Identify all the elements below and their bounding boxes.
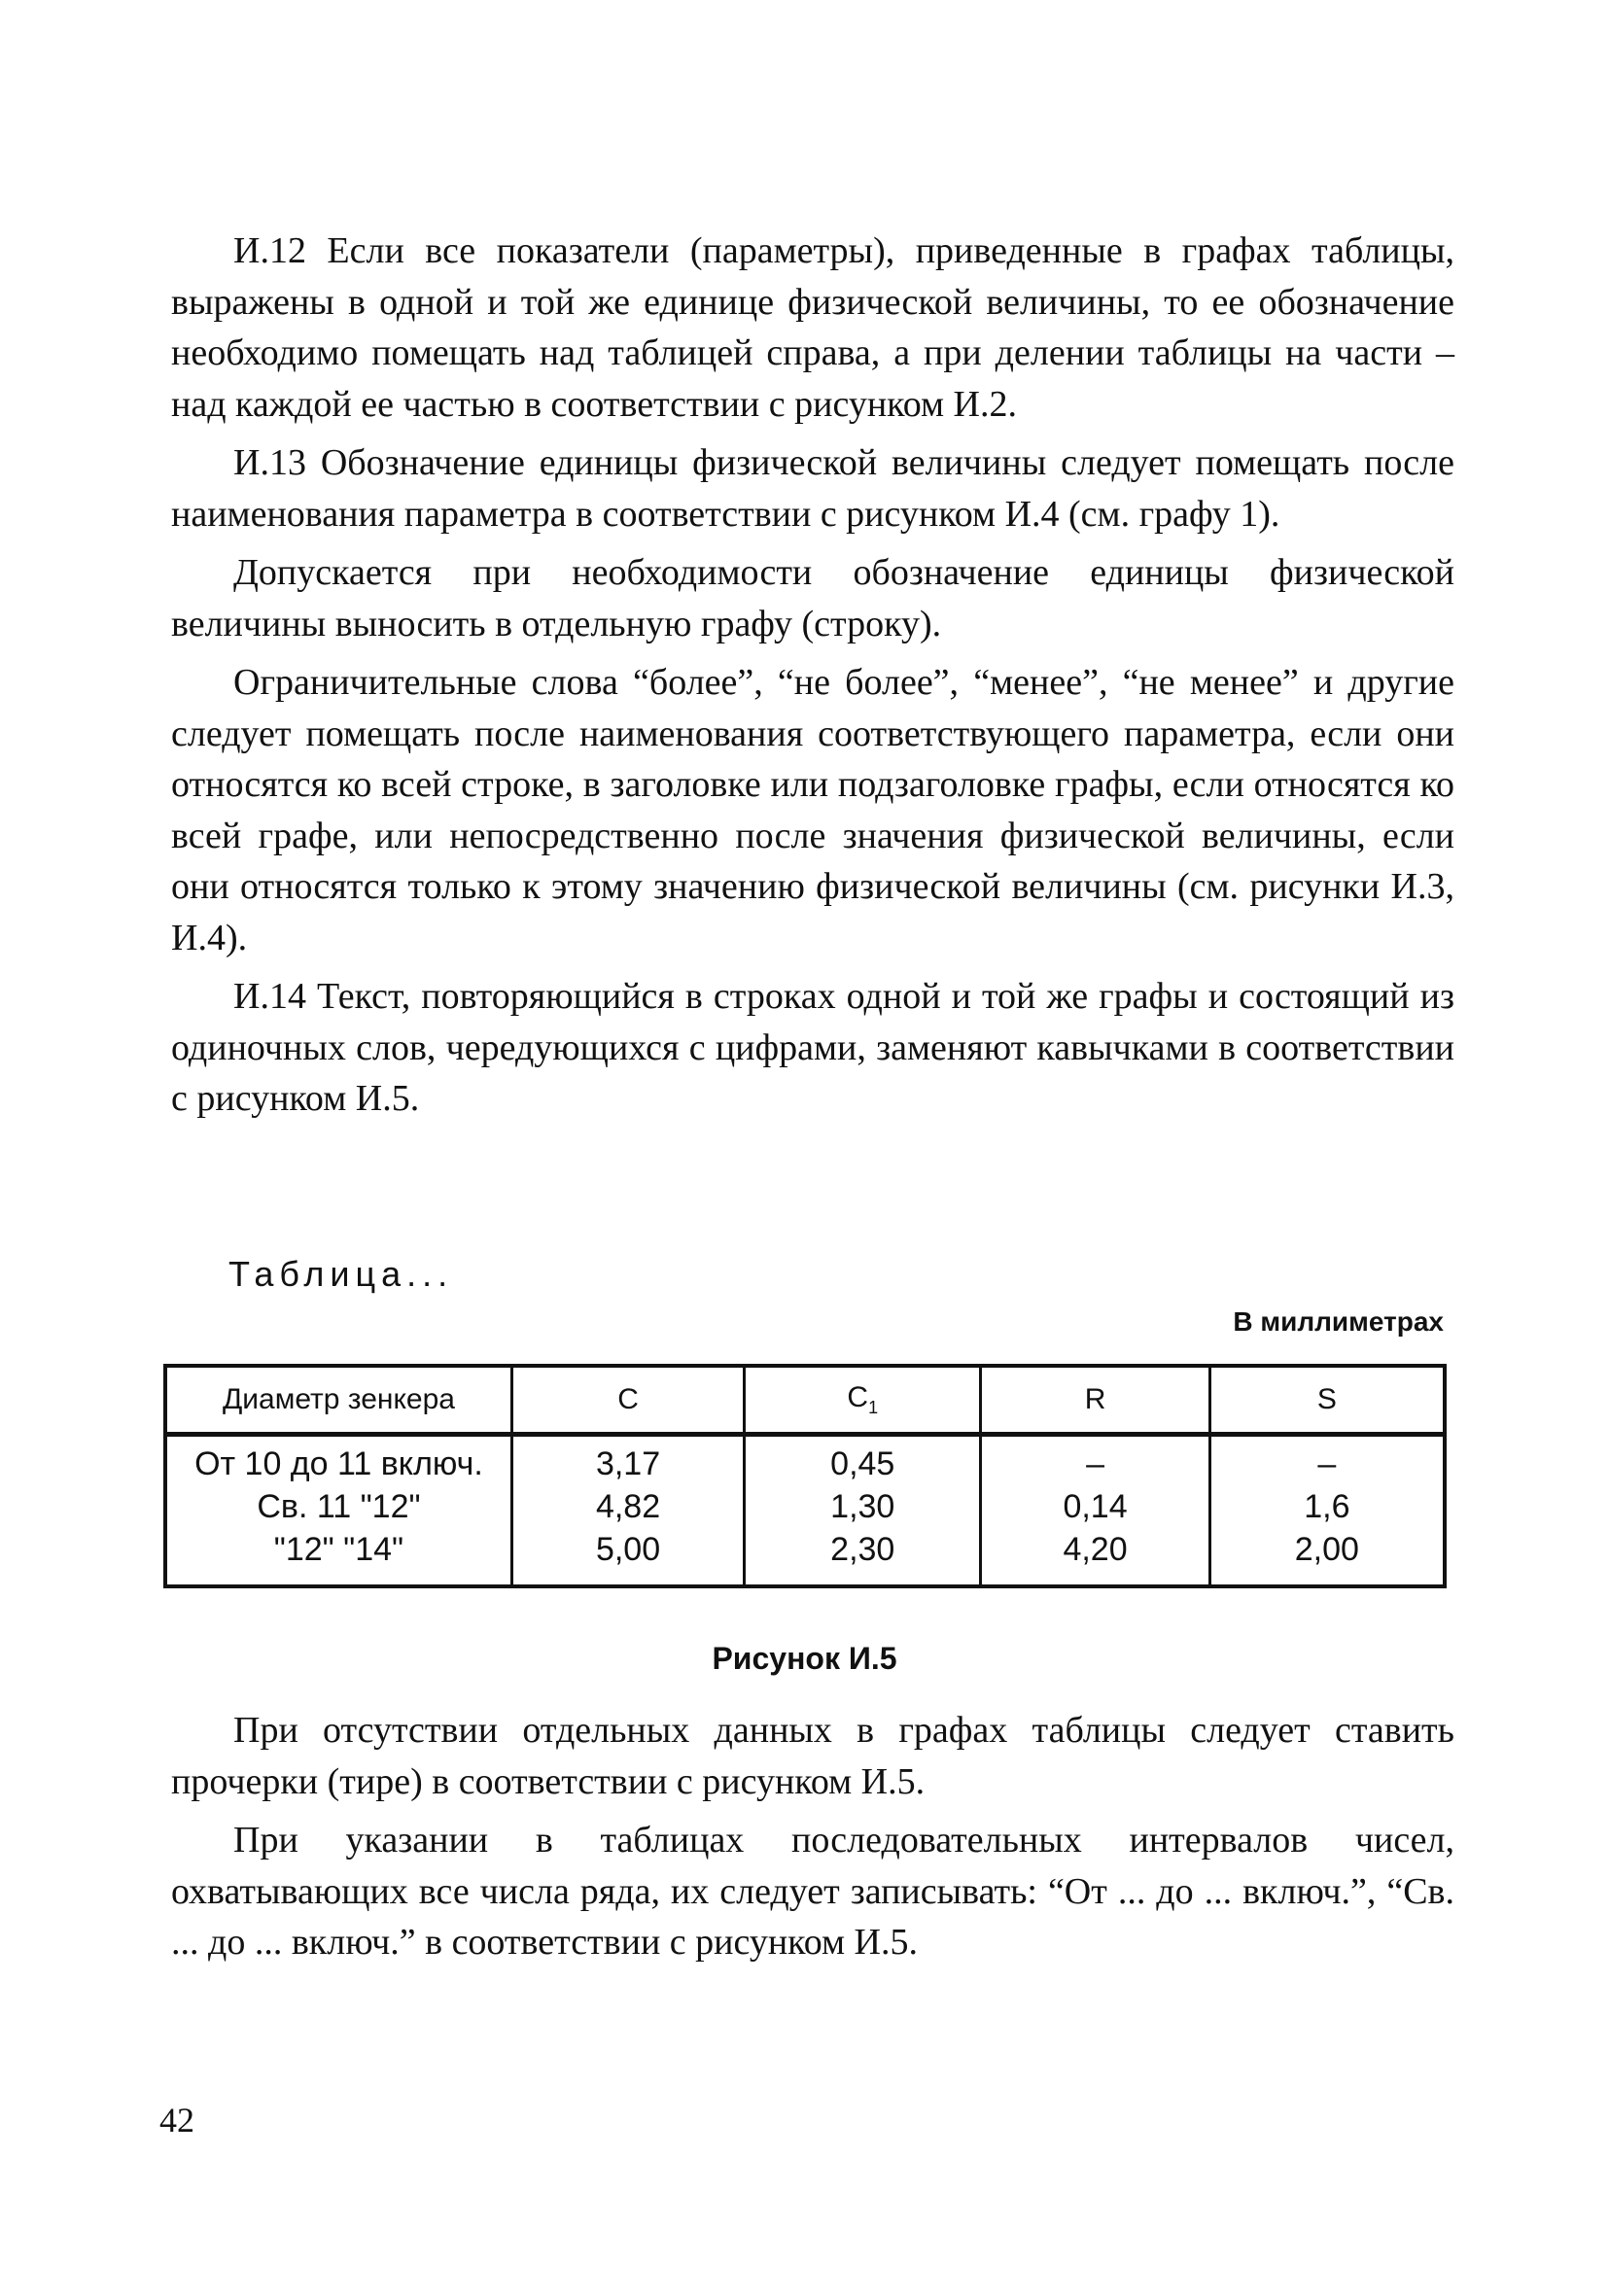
paragraph-i13: И.13 Обозначение единицы физической величины следует помещать после наименования параметра в соответствии с рисунком И.4 (см. графу 1). bbox=[171, 442, 1454, 535]
units-note: В миллиметрах bbox=[1233, 1306, 1444, 1337]
table-row bbox=[165, 1485, 1445, 1528]
paragraph-intervals: При указании в таблицах последовательных интервалов чисел, охватывающих все числа ряда, их следует записывать: “От ... до ... включ.”, “Св. ... до ... включ.” в соответствии с рисунком И.5. bbox=[171, 1820, 1454, 1963]
cell-s: 1,6 bbox=[1209, 1485, 1445, 1528]
cell-c1: 1,30 bbox=[745, 1485, 981, 1528]
paragraph-i14: И.14 Текст, повторяющийся в строках одной и той же графы и состоящий из одиночных слов, чередующихся с цифрами, заменяют кавычками в соответствии с рисунком И.5. bbox=[171, 976, 1454, 1119]
cell-diameter: От 10 до 11 включ. bbox=[165, 1435, 511, 1486]
page-number: 42 bbox=[159, 2101, 194, 2139]
table-row bbox=[165, 1435, 1445, 1486]
example-table bbox=[163, 1364, 1447, 1588]
paragraph-allowed: Допускается при необходимости обозначение единицы физической величины выносить в отдельную графу (строку). bbox=[171, 552, 1454, 644]
cell-r: – bbox=[981, 1435, 1209, 1486]
body-text-bottom bbox=[171, 1705, 1454, 1968]
header-c: С bbox=[511, 1366, 744, 1435]
table-header-row bbox=[165, 1366, 1445, 1435]
paragraph-restrictive-words: Ограничительные слова “более”, “не более”, “менее”, “не менее” и другие следует помещать после наименования соответствующего параметра, если они относятся ко всей строке, в заголовке или подзаголовке графы, если относятся ко всей графе, или непосредственно после значения физической величины, если они относятся только к этому значению физической величины (см. рисунки И.3, И.4). bbox=[171, 662, 1454, 958]
paragraph-i12: И.12 Если все показатели (параметры), приведенные в графах таблицы, выражены в одной и той же единице физической величины, то ее обозначение необходимо помещать над таблицей справа, а при делении таблицы на части – над каждой ее частью в соответствии с рисунком И.2. bbox=[171, 230, 1454, 425]
header-s: S bbox=[1209, 1366, 1445, 1435]
header-c1-subscript: 1 bbox=[868, 1398, 879, 1417]
cell-s: 2,00 bbox=[1209, 1528, 1445, 1586]
body-text-top bbox=[171, 226, 1454, 1125]
table-row bbox=[165, 1528, 1445, 1586]
cell-diameter: Св. 11 "12" bbox=[165, 1485, 511, 1528]
header-c1 bbox=[745, 1366, 981, 1435]
cell-r: 4,20 bbox=[981, 1528, 1209, 1586]
cell-r: 0,14 bbox=[981, 1485, 1209, 1528]
cell-diameter: "12" "14" bbox=[165, 1528, 511, 1586]
cell-c1: 0,45 bbox=[745, 1435, 981, 1486]
cell-s: – bbox=[1209, 1435, 1445, 1486]
cell-c: 4,82 bbox=[511, 1485, 744, 1528]
paragraph-dashes: При отсутствии отдельных данных в графах таблицы следует ставить прочерки (тире) в соответствии с рисунком И.5. bbox=[171, 1710, 1454, 1802]
header-diameter: Диаметр зенкера bbox=[165, 1366, 511, 1435]
table-label: Таблица... bbox=[228, 1254, 454, 1294]
cell-c1: 2,30 bbox=[745, 1528, 981, 1586]
header-r: R bbox=[981, 1366, 1209, 1435]
header-c1-letter: С bbox=[847, 1381, 869, 1413]
cell-c: 5,00 bbox=[511, 1528, 744, 1586]
figure-caption: Рисунок И.5 bbox=[712, 1641, 897, 1676]
cell-c: 3,17 bbox=[511, 1435, 744, 1486]
